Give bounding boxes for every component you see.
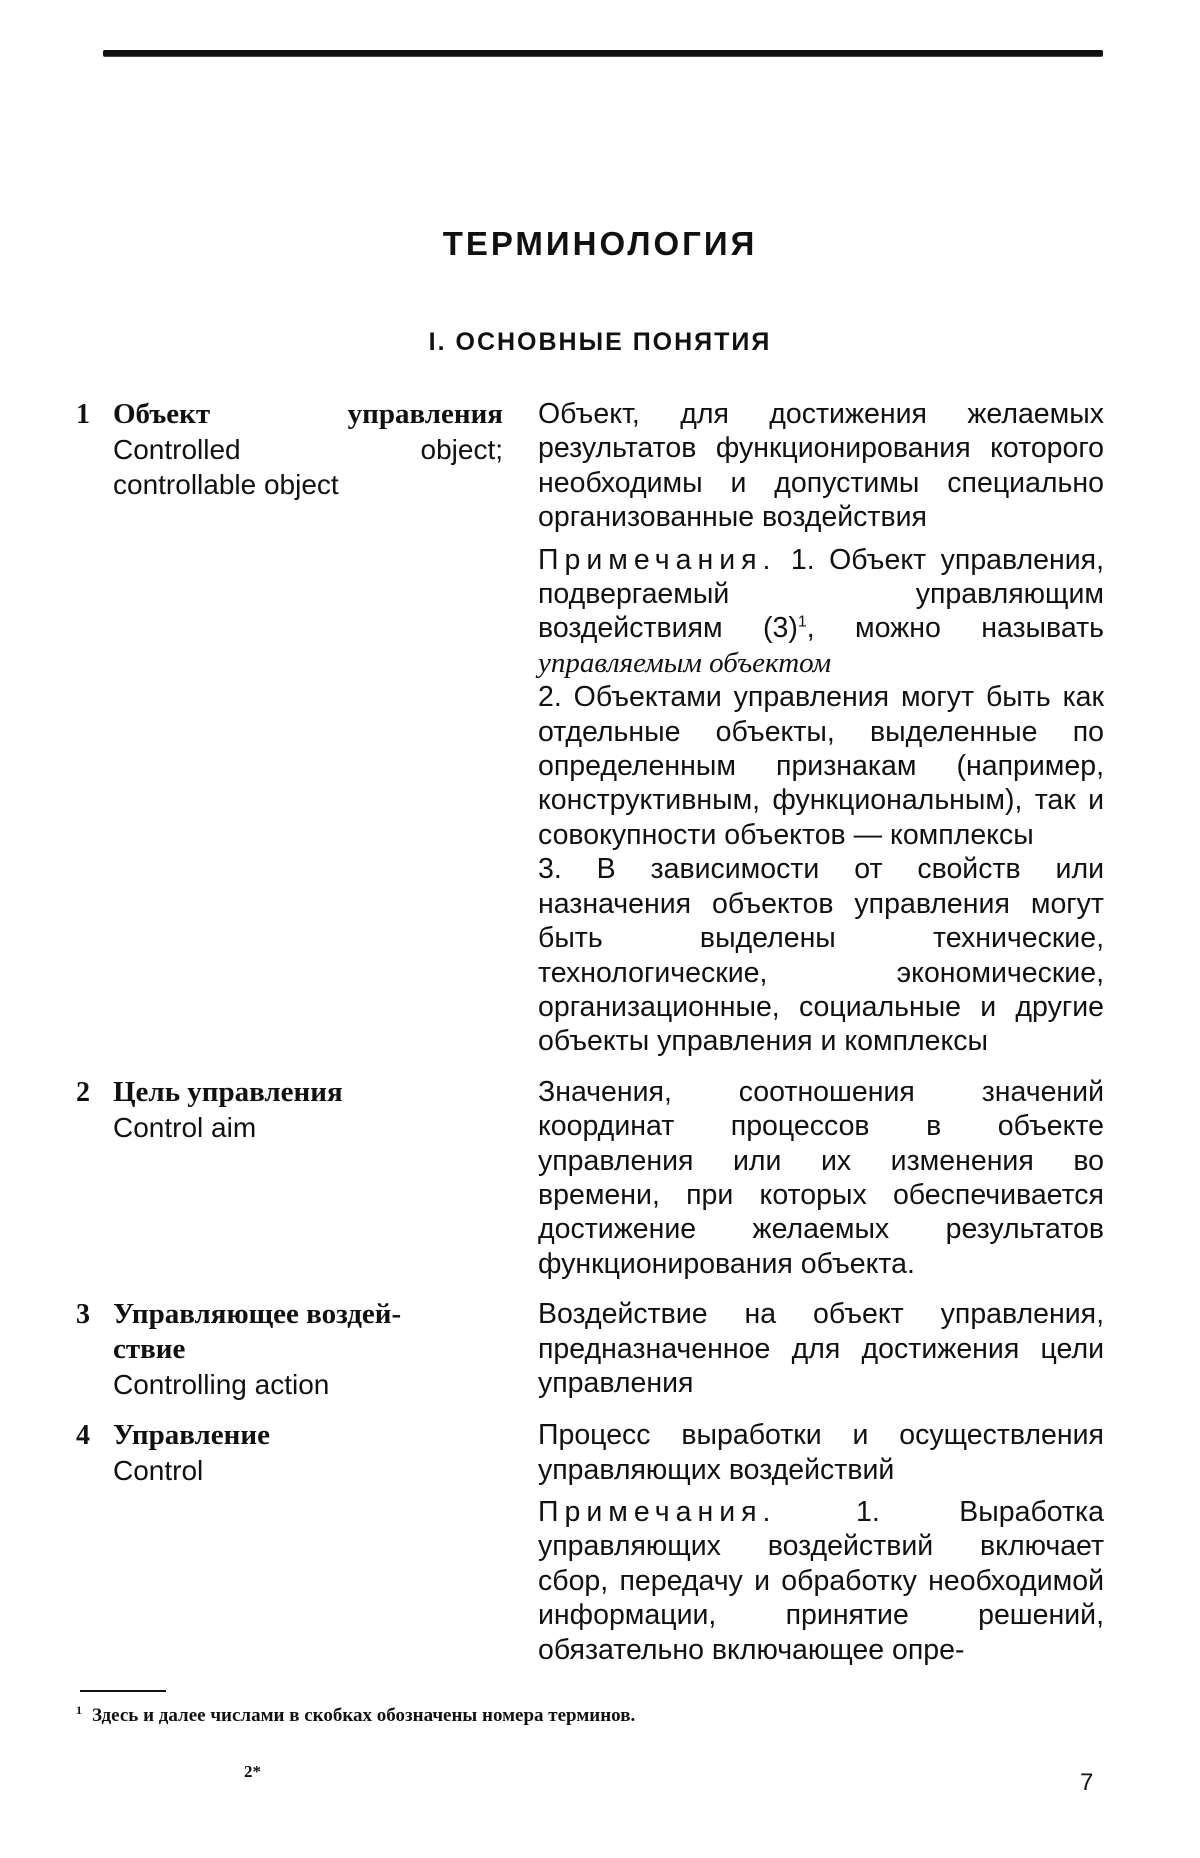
term-name-en-alt: controllable object [113,467,503,502]
term-name-en: Control [113,1453,503,1488]
term-definition: Значения, соотношения значений координат процессов в объекте управления или их изменения во времени, при которых обеспечивается достижение желаемых результатов функционирования объекта. [538,1075,1104,1281]
term-name-ru: Управление [113,1418,503,1453]
term-name-en-word: object; [421,434,504,465]
note-label: Примечания. [538,544,776,576]
term-note: 3. В зависимости от свойств или назначения объектов управления могут быть выделены технические, технологические, экономические, организационные, социальные и другие объекты управления и комплексы [538,852,1104,1058]
term-number: 3 [76,1297,113,1402]
term-note [538,543,1104,681]
term-name-en: Control aim [113,1110,503,1145]
note-label: Примечания. [538,1496,776,1528]
note-text: 1. Выработка управляющих воздействий включает сбор, передачу и обработку необходимой информации, принятие решений, обязательно включающее опре- [538,1496,1104,1666]
term-number: 1 [76,397,113,502]
term-definition-block [538,1075,1104,1281]
term-name-ru [113,397,503,432]
page-number: 7 [1080,1769,1093,1797]
term-definition-block [538,1418,1104,1667]
note-text: , можно называть [807,612,1104,644]
term-names [113,1075,503,1145]
term-note: 2. Объектами управления могут быть как отдельные объекты, выделенные по определенным признакам (например, конструктивным, функциональным), так и совокупности объектов — комплексы [538,680,1104,852]
term-names [113,1418,503,1488]
term-definition: Воздействие на объект управления, предназначенное для достижения цели управления [538,1297,1104,1400]
footnote-mark: 1 [76,1703,82,1717]
top-rule [103,50,1103,56]
term-names [113,1297,503,1402]
term-entry [76,1297,1104,1402]
term-definition-block [538,397,1104,1059]
terms-list [76,397,1104,1667]
printer-signature: 2* [244,1762,261,1782]
term-definition-block [538,1297,1104,1400]
footnote-ref: 1 [798,614,807,631]
term-head [76,1297,517,1402]
term-number: 4 [76,1418,113,1488]
term-name-en-word: Controlled [113,434,241,465]
term-name-en [113,432,503,467]
term-head [76,397,517,502]
term-name-ru: Цель управления [113,1075,503,1110]
term-names [113,397,503,502]
term-definition: Объект, для достижения желаемых результатов функционирования которого необходимы и допустимы специально организованные воздействия [538,397,1104,535]
term-name-en: Controlling action [113,1367,503,1402]
term-definition: Процесс выработки и осуществления управляющих воздействий [538,1418,1104,1487]
note-text: 1. Объект управления, подвергаемый управляющим воздействиям (3) [538,544,1104,645]
note-italic-term: управляемым объектом [538,647,831,679]
term-name-ru: ствие [113,1332,503,1367]
term-entry [76,1418,1104,1667]
footnote-rule [80,1690,166,1692]
term-entry [76,1075,1104,1281]
page-title: ТЕРМИНОЛОГИЯ [0,225,1200,263]
footnote [76,1705,1076,1727]
term-name-ru-word: Объект [113,398,210,430]
term-head [76,1418,517,1488]
section-title: I. ОСНОВНЫЕ ПОНЯТИЯ [0,328,1200,357]
footnote-text: Здесь и далее числами в скобках обозначены номера терминов. [92,1705,635,1726]
term-entry [76,397,1104,1059]
term-name-ru: Управляющее воздей- [113,1297,503,1332]
term-name-ru-word: управления [348,398,503,430]
term-note [538,1495,1104,1667]
term-head [76,1075,517,1145]
term-number: 2 [76,1075,113,1145]
